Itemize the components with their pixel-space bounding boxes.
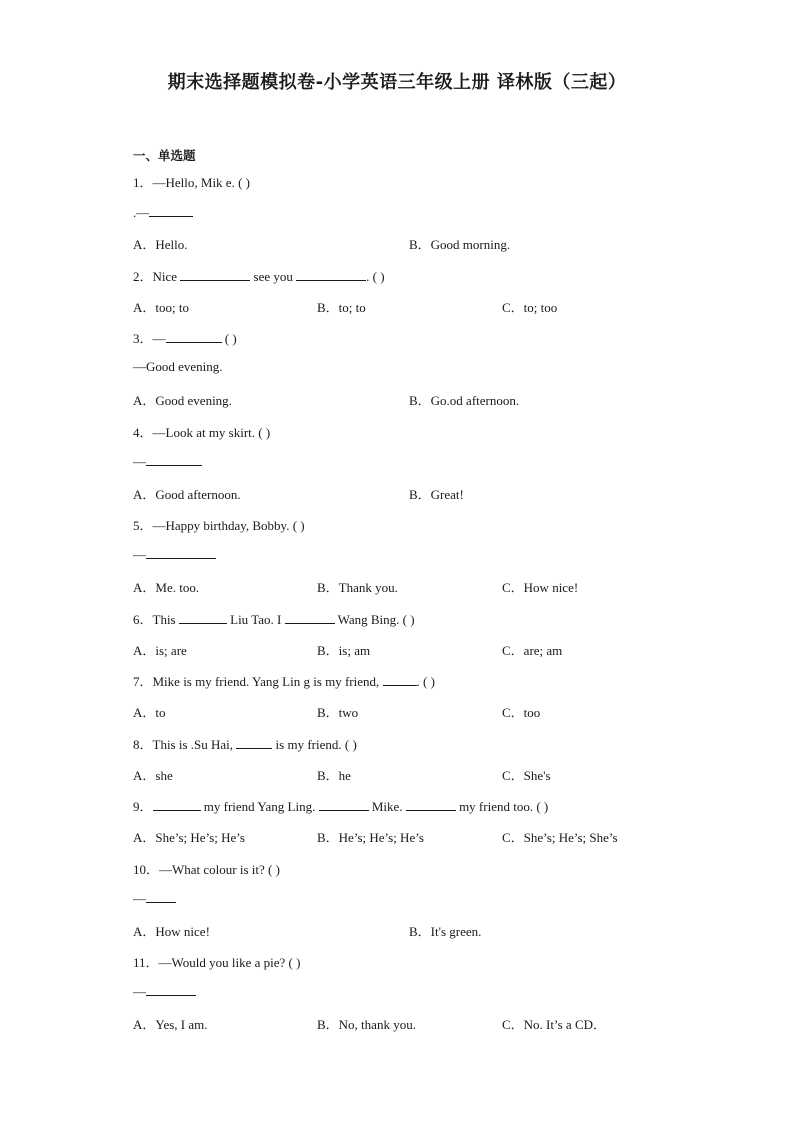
option-2c: C．to; too (502, 300, 558, 315)
option-7a: A．to (133, 705, 166, 720)
option-2b: B．to; to (317, 300, 366, 315)
question-6: 6．This Liu Tao. I Wang Bing. ( ) (133, 612, 415, 627)
option-7b: B．two (317, 705, 359, 720)
option-5c: C．How nice! (502, 580, 579, 595)
option-4b: B．Great! (409, 487, 464, 502)
option-8a: A．she (133, 768, 173, 783)
option-3b: B．Go.od afternoon. (409, 393, 520, 408)
option-9b: B．He’s; He’s; He’s (317, 830, 424, 845)
question-11: 11．—Would you like a pie? ( ) (133, 955, 301, 970)
response-3: —Good evening. (133, 359, 223, 374)
question-3: 3．— ( ) (133, 331, 237, 346)
option-1b: B．Good morning. (409, 237, 511, 252)
option-11a: A．Yes, I am. (133, 1017, 208, 1032)
question-10: 10．—What colour is it? ( ) (133, 862, 280, 877)
question-9: 9． my friend Yang Ling. Mike. my friend too. ( ) (133, 799, 549, 814)
option-5a: A．Me. too. (133, 580, 200, 595)
question-7: 7．Mike is my friend. Yang Lin g is my friend, . ( ) (133, 674, 435, 689)
question-8: 8．This is .Su Hai, is my friend. ( ) (133, 737, 357, 752)
option-1a: A．Hello. (133, 237, 188, 252)
option-11b: B．No, thank you. (317, 1017, 416, 1032)
option-4a: A．Good afternoon. (133, 487, 241, 502)
option-10a: A．How nice! (133, 924, 210, 939)
answer-line-4: — (133, 453, 202, 470)
option-6b: B．is; am (317, 643, 371, 658)
answer-line-1: .— (133, 204, 193, 221)
option-7c: C．too (502, 705, 541, 720)
question-1: 1．—Hello, Mik e. ( ) (133, 175, 250, 190)
option-9a: A．She’s; He’s; He’s (133, 830, 245, 845)
question-2: 2．Nice see you . ( ) (133, 269, 385, 284)
option-9c: C．She’s; He’s; She’s (502, 830, 618, 845)
question-5: 5．—Happy birthday, Bobby. ( ) (133, 518, 305, 533)
option-6a: A．is; are (133, 643, 187, 658)
option-3a: A．Good evening. (133, 393, 232, 408)
answer-line-11: — (133, 983, 196, 1000)
option-6c: C．are; am (502, 643, 563, 658)
option-11c: C．No. It’s a CD． (502, 1017, 607, 1032)
option-10b: B．It's green. (409, 924, 482, 939)
question-4: 4．—Look at my skirt. ( ) (133, 425, 271, 440)
answer-line-5: — (133, 546, 216, 563)
option-5b: B．Thank you. (317, 580, 398, 595)
option-2a: A．too; to (133, 300, 189, 315)
answer-line-10: — (133, 890, 176, 907)
page-title: 期末选择题模拟卷-小学英语三年级上册 译林版（三起） (167, 72, 627, 93)
option-8b: B．he (317, 768, 351, 783)
option-8c: C．She's (502, 768, 551, 783)
section-heading: 一、单选题 (133, 148, 196, 163)
